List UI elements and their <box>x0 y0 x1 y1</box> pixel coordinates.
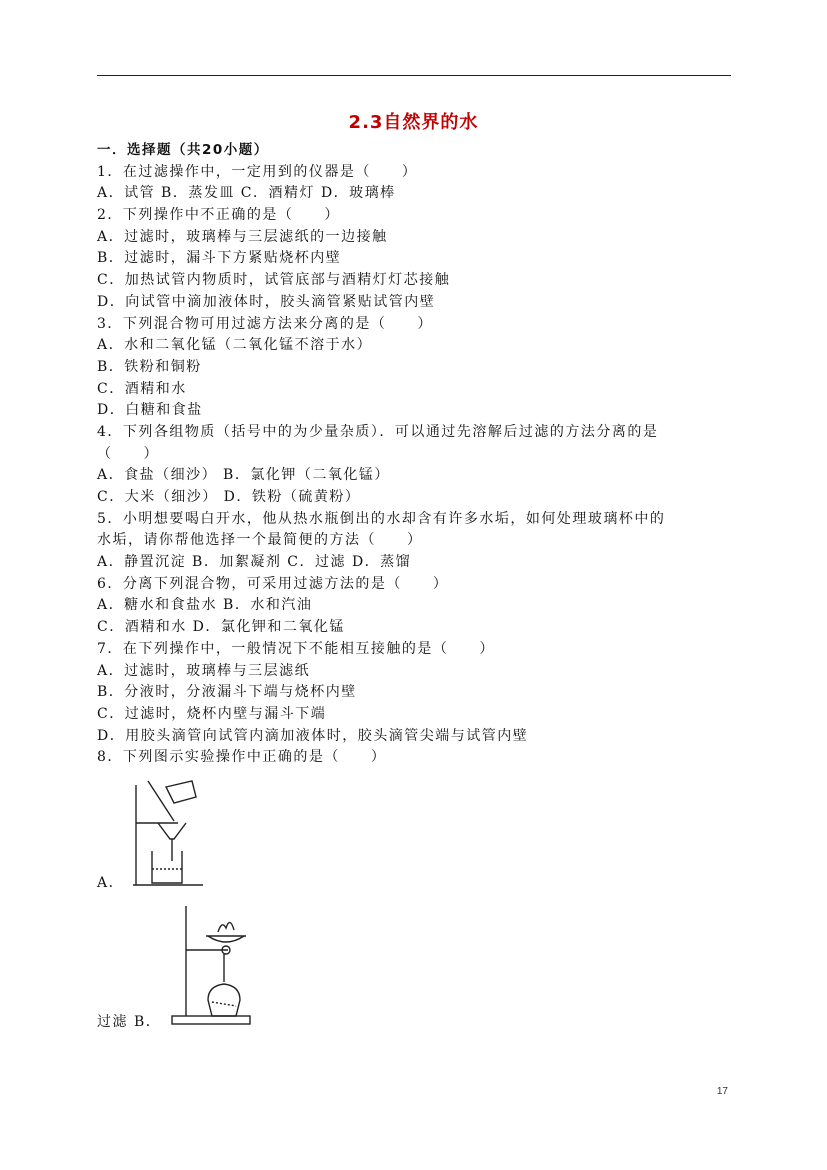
question-line: 1．在过滤操作中，一定用到的仪器是（ ） <box>97 163 418 180</box>
page-number: 17 <box>716 1086 728 1097</box>
question-line: 8．下列图示实验操作中正确的是（ ） <box>97 749 387 766</box>
question-line: C．酒精和水 D．氯化钾和二氧化锰 <box>97 619 345 636</box>
question-line: A．糖水和食盐水 B．水和汽油 <box>97 597 313 614</box>
question-line: C．过滤时，烧杯内壁与漏斗下端 <box>97 705 327 722</box>
question-line: 5．小明想要喝白开水，他从热水瓶倒出的水却含有许多水垢，如何处理玻璃杯中的 <box>97 510 666 527</box>
question-line: C．酒精和水 <box>97 380 187 397</box>
question-line: D．用胶头滴管向试管内滴加液体时，胶头滴管尖端与试管内壁 <box>97 727 529 744</box>
section-heading: 一．选择题（共20小题） <box>97 142 269 158</box>
question-line: （ ） <box>97 445 159 462</box>
question-line: A．食盐（细沙） B．氯化钾（二氧化锰） <box>97 467 390 484</box>
question-line: 4．下列各组物质（括号中的为少量杂质）．可以通过先溶解后过滤的方法分离的是 <box>97 423 659 440</box>
question-content <box>97 140 737 769</box>
question-line: 2．下列操作中不正确的是（ ） <box>97 207 340 224</box>
question-line: 水垢，请你帮他选择一个最简便的方法（ ） <box>97 532 423 549</box>
figure-a-label: A． <box>97 875 125 891</box>
question-line: A．过滤时，玻璃棒与三层滤纸 <box>97 662 311 679</box>
evaporation-figure <box>168 902 258 1028</box>
question-line: C．大米（细沙） D．铁粉（硫黄粉） <box>97 489 361 505</box>
figure-b-label: 过滤 B． <box>97 1014 162 1030</box>
question-line: D．向试管中滴加液体时，胶头滴管紧贴试管内壁 <box>97 293 436 310</box>
question-line: A．试管 B．蒸发皿 C．酒精灯 D．玻璃棒 <box>97 185 396 202</box>
question-line: A．水和二氧化锰（二氧化锰不溶于水） <box>97 337 373 354</box>
question-line: B．铁粉和铜粉 <box>97 358 202 375</box>
question-line: 7．在下列操作中，一般情况下不能相互接触的是（ ） <box>97 640 495 657</box>
question-line: B．过滤时，漏斗下方紧贴烧杯内壁 <box>97 250 342 267</box>
question-line: A．静置沉淀 B．加絮凝剂 C．过滤 D．蒸馏 <box>97 554 412 571</box>
question-line: 3．下列混合物可用过滤方法来分离的是（ ） <box>97 315 433 332</box>
question-line: 6．分离下列混合物，可采用过滤方法的是（ ） <box>97 575 449 592</box>
question-line: C．加热试管内物质时，试管底部与酒精灯灯芯接触 <box>97 272 451 289</box>
question-line: A．过滤时，玻璃棒与三层滤纸的一边接触 <box>97 228 388 245</box>
question-lines <box>97 162 737 769</box>
header-rule <box>97 75 731 76</box>
question-line: D．白糖和食盐 <box>97 402 203 419</box>
filtration-figure <box>118 777 208 889</box>
question-line: B．分液时，分液漏斗下端与烧杯内壁 <box>97 684 357 701</box>
page-title: 2.3自然界的水 <box>348 112 479 133</box>
